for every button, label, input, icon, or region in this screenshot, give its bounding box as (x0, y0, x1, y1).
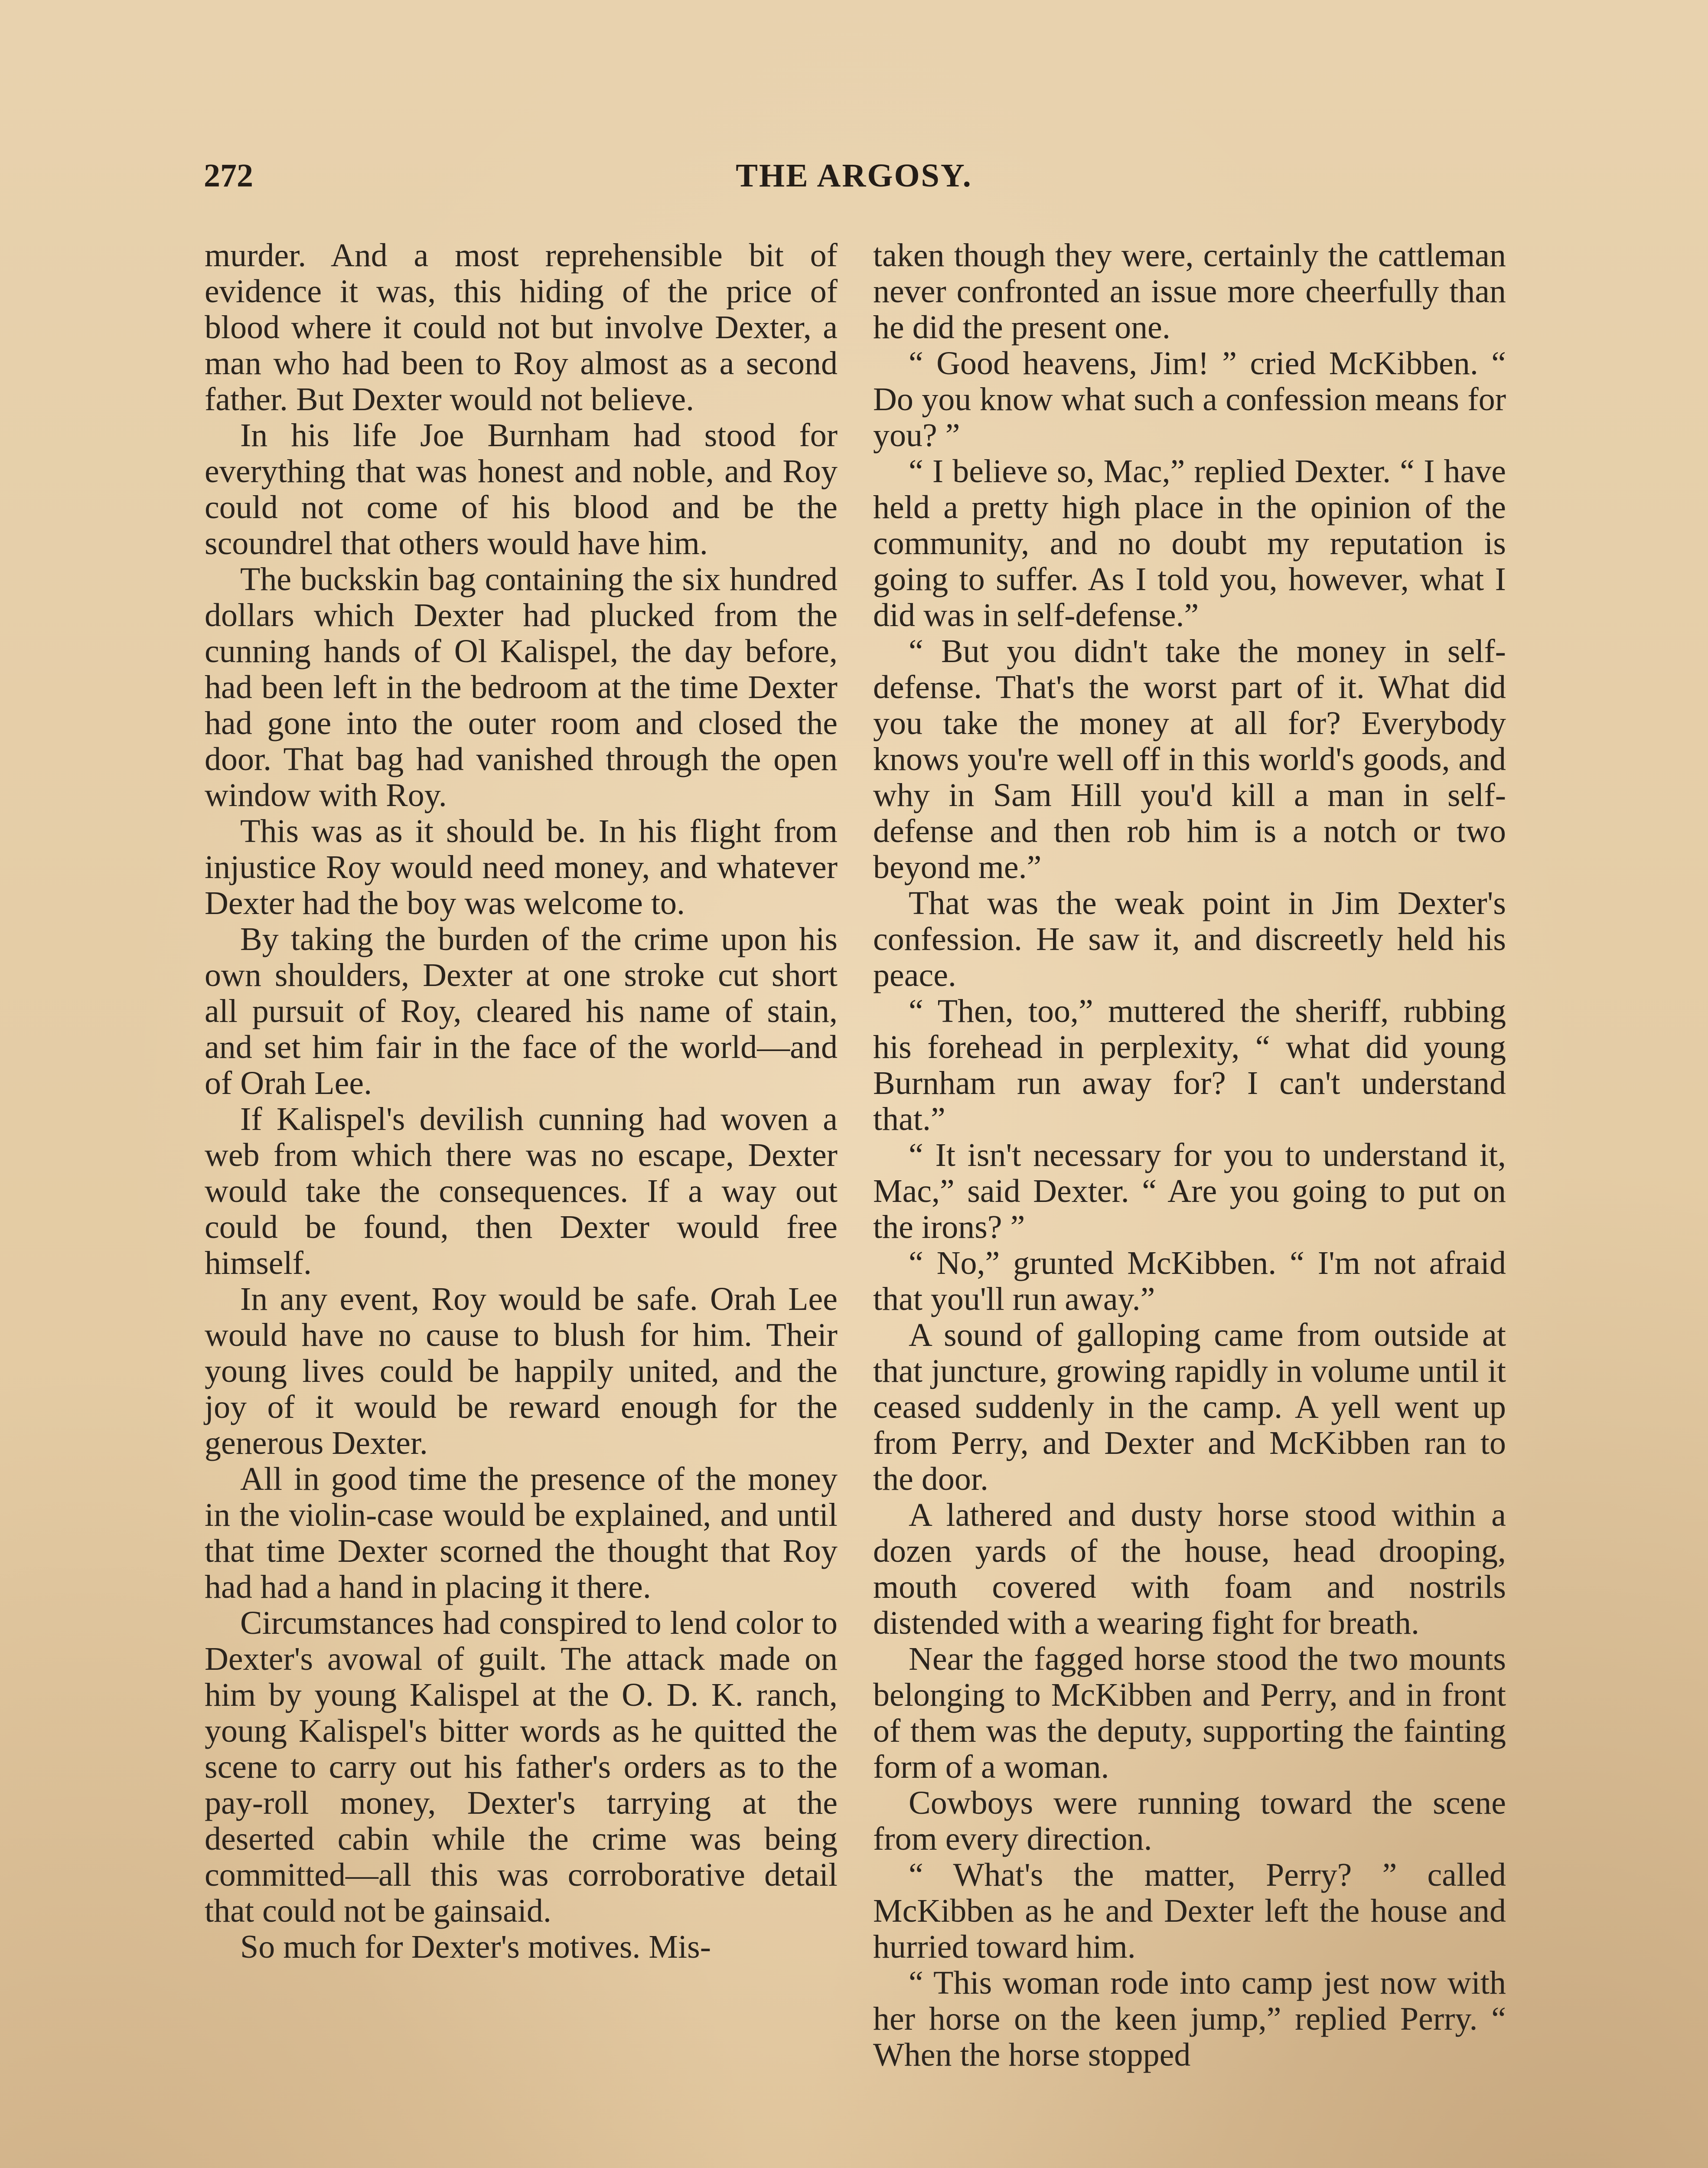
paragraph: All in good time the presence of the money in the violin-case would be explained, and until that time Dexter scorned the thought that Roy had had a hand in placing it there. (205, 1461, 838, 1605)
paragraph: “ This woman rode into camp jest now with her horse on the keen jump,” replied Perry. “ When the horse stopped (873, 1965, 1506, 2073)
paragraph: “ What's the matter, Perry? ” called McKibben as he and Dexter left the house and hurried toward him. (873, 1857, 1506, 1965)
page-header (204, 157, 1504, 200)
paragraph: If Kalispel's devilish cunning had woven a web from which there was no escape, Dexter would take the consequences. If a way out could be found, then Dexter would free himself. (205, 1101, 838, 1281)
paragraph: taken though they were, certainly the cattleman never confronted an issue more cheerfully than he did the present one. (873, 237, 1506, 346)
paragraph: “ Good heavens, Jim! ” cried McKibben. “ Do you know what such a confession means for you? ” (873, 345, 1506, 454)
paragraph: Circumstances had conspired to lend color to Dexter's avowal of guilt. The attack made on him by young Kalispel at the O. D. K. ranch, young Kalispel's bitter words as he quitted the scene to carry out his father's orders as to the pay-roll money, Dexter's tarrying at the deserted cabin while the crime was being committed—all this was corroborative detail that could not be gainsaid. (205, 1605, 838, 1929)
paragraph: Cowboys were running toward the scene from every direction. (873, 1785, 1506, 1857)
paragraph: “ I believe so, Mac,” replied Dexter. “ I have held a pretty high place in the opinion of the community, and no doubt my reputation is going to suffer. As I told you, however, what I did was in self-defense.” (873, 453, 1506, 633)
paragraph: In any event, Roy would be safe. Orah Lee would have no cause to blush for him. Their young lives could be happily united, and the joy of it would be reward enough for the generous Dexter. (205, 1281, 838, 1461)
right-column (873, 238, 1506, 2073)
paragraph: By taking the burden of the crime upon his own shoulders, Dexter at one stroke cut short all pursuit of Roy, cleared his name of stain, and set him fair in the face of the world—and of Orah Lee. (205, 921, 838, 1101)
paragraph: murder. And a most reprehensible bit of evidence it was, this hiding of the price of blood where it could not but involve Dexter, a man who had been to Roy almost as a second father. But Dexter would not believe. (205, 237, 838, 418)
paragraph: “ Then, too,” muttered the sheriff, rubbing his forehead in perplexity, “ what did young Burnham run away for? I can't understand that.” (873, 993, 1506, 1137)
paragraph: A lathered and dusty horse stood within a dozen yards of the house, head drooping, mouth covered with foam and nostrils distended with a wearing fight for breath. (873, 1497, 1506, 1641)
paragraph: A sound of galloping came from outside at that juncture, growing rapidly in volume until it ceased suddenly in the camp. A yell went up from Perry, and Dexter and McKibben ran to the door. (873, 1317, 1506, 1497)
paragraph: In his life Joe Burnham had stood for everything that was honest and noble, and Roy could not come of his blood and be the scoundrel that others would have him. (205, 417, 838, 562)
paragraph: “ But you didn't take the money in self-defense. That's the worst part of it. What did you take the money at all for? Everybody knows you're well off in this world's goods, and why in Sam Hill you'd kill a man in self-defense and then rob him is a notch or two beyond me.” (873, 633, 1506, 885)
page-number: 272 (204, 157, 253, 194)
paragraph: Near the fagged horse stood the two mounts belonging to McKibben and Perry, and in front of them was the deputy, supporting the fainting form of a woman. (873, 1641, 1506, 1785)
paragraph: “ It isn't necessary for you to understand it, Mac,” said Dexter. “ Are you going to put on the irons? ” (873, 1137, 1506, 1245)
paragraph: So much for Dexter's motives. Mis- (240, 1929, 711, 1965)
paragraph: The buckskin bag containing the six hundred dollars which Dexter had plucked from the cunning hands of Ol Kalispel, the day before, had been left in the bedroom at the time Dexter had gone into the outer room and closed the door. That bag had vanished through the open window with Roy. (205, 561, 838, 813)
left-column (205, 238, 838, 1965)
paragraph: That was the weak point in Jim Dexter's confession. He saw it, and discreetly held his peace. (873, 885, 1506, 993)
paragraph: “ No,” grunted McKibben. “ I'm not afraid that you'll run away.” (873, 1245, 1506, 1317)
running-head: THE ARGOSY. (736, 157, 972, 194)
paragraph: This was as it should be. In his flight from injustice Roy would need money, and whatever Dexter had the boy was welcome to. (205, 813, 838, 921)
